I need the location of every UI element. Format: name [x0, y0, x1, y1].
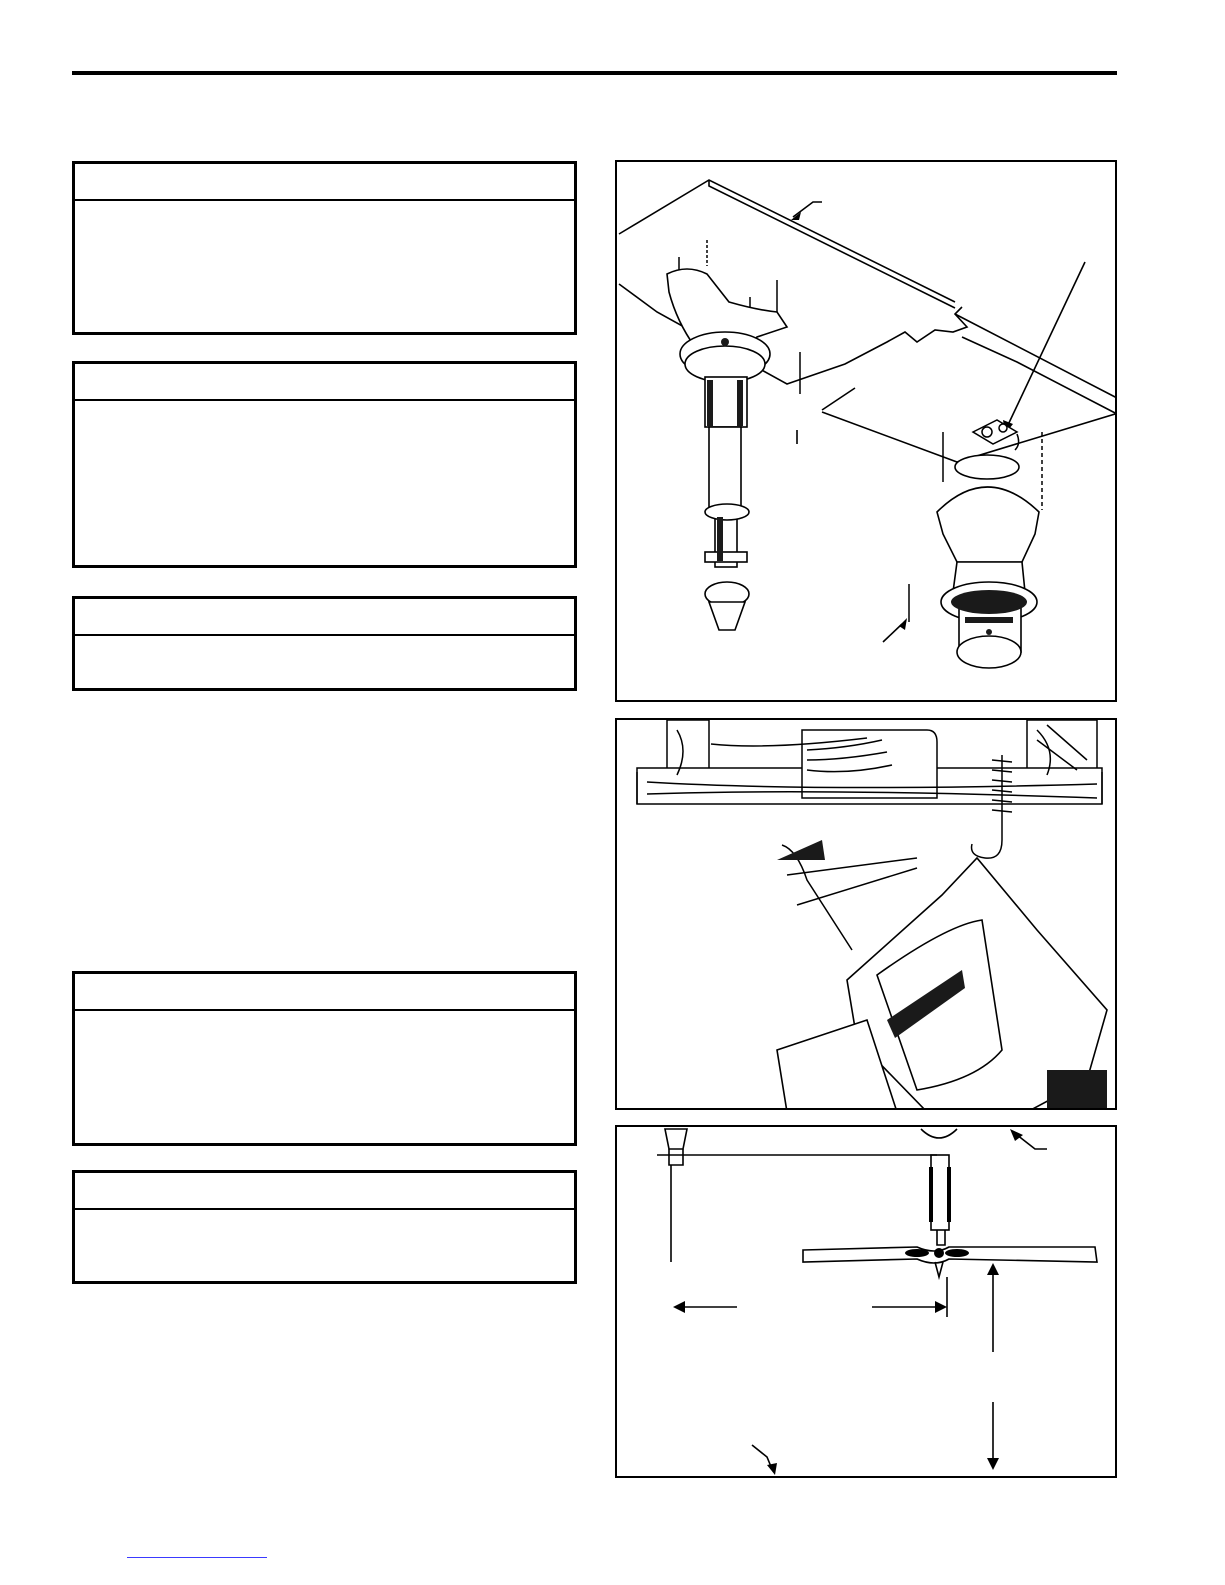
- footer-link[interactable]: [127, 1557, 267, 1558]
- notice-box-1: [72, 161, 577, 335]
- notice-box-5: [72, 1170, 577, 1284]
- notice-box-2: [72, 361, 577, 568]
- notice-box-2-heading: [75, 364, 574, 401]
- figure-hanging-hook: [615, 718, 1117, 1110]
- hanging-hook-illustration: [617, 720, 1117, 1110]
- header-rule: [72, 71, 1117, 75]
- figure-clearance: [615, 1125, 1117, 1478]
- notice-box-3: [72, 596, 577, 691]
- notice-box-1-heading: [75, 164, 574, 201]
- notice-box-4: [72, 971, 577, 1146]
- figure-mounting-exploded: [615, 160, 1117, 702]
- notice-box-4-heading: [75, 974, 574, 1011]
- notice-box-5-heading: [75, 1173, 574, 1210]
- notice-box-3-heading: [75, 599, 574, 636]
- clearance-illustration: [617, 1127, 1117, 1478]
- mounting-exploded-illustration: [617, 162, 1117, 702]
